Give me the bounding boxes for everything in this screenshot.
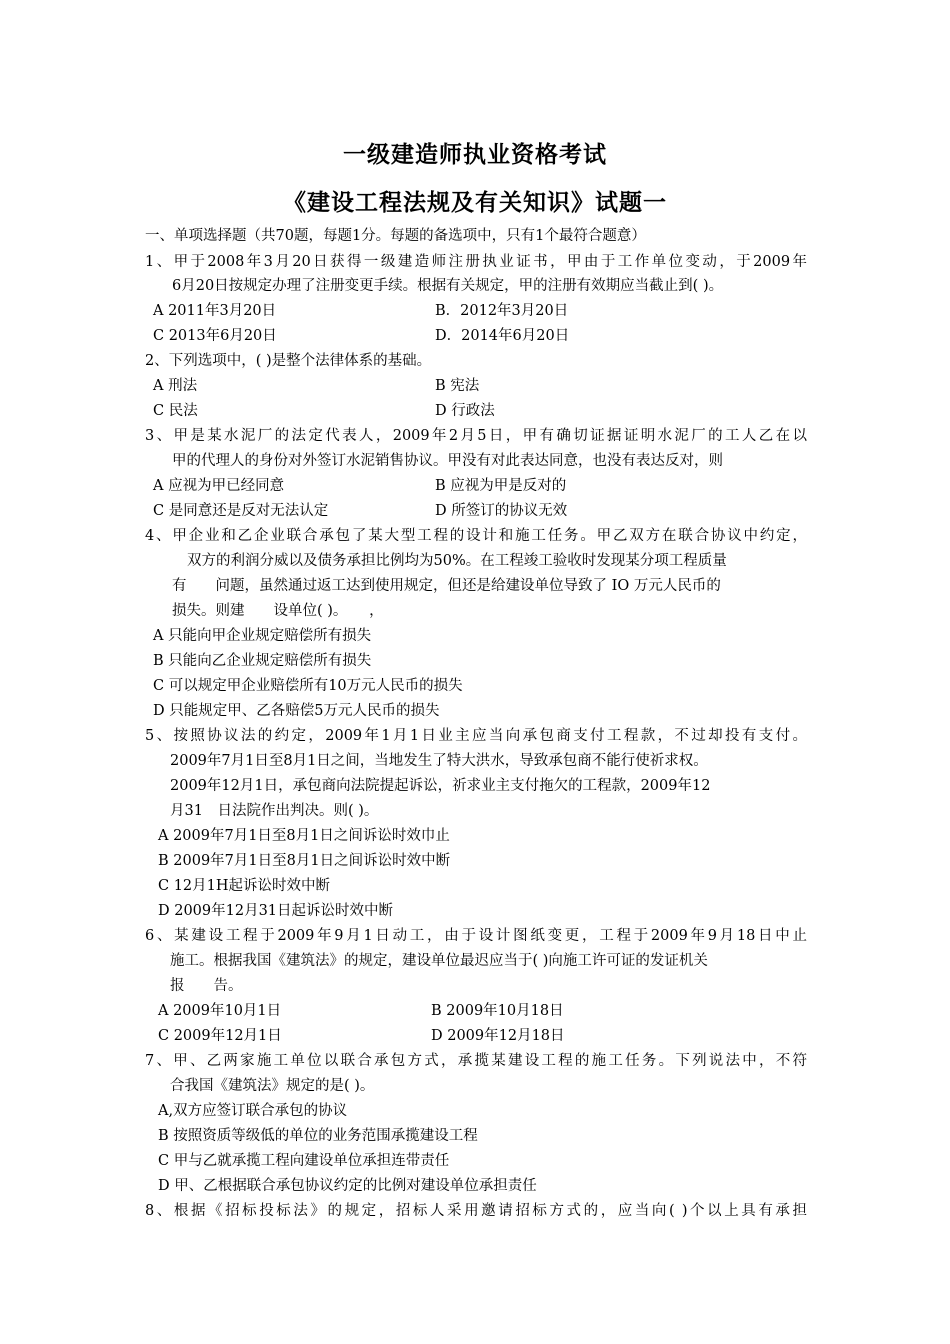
question-2-option-b: B 宪法: [435, 378, 480, 394]
section-heading: 一、单项选择题（共70题，每题1分。每题的备选项中，只有1个最符合题意）: [145, 228, 646, 244]
question-4-line-4: 损失。则建 设单位( )。 ，: [172, 603, 384, 619]
question-2-option-c: C 民法: [153, 403, 198, 419]
question-3-option-c: C 是同意还是反对无法认定: [153, 503, 329, 519]
question-4-option-a: A 只能向甲企业规定赔偿所有损失: [153, 628, 372, 644]
question-4-line-1: 4、甲企业和乙企业联合承包了某大型工程的设计和施工任务。甲乙双方在联合协议中约定，: [145, 528, 807, 544]
question-7-option-c: C 甲与乙就承揽工程向建设单位承担连带责任: [158, 1153, 450, 1169]
question-5-option-a: A 2009年7月1日至8月1日之间诉讼时效巾止: [158, 828, 450, 844]
question-1-option-c: C 2013年6月20日: [153, 328, 277, 344]
question-3-option-d: D 所签订的协议无效: [435, 503, 568, 519]
question-6-line-2: 施工。根据我国《建筑法》的规定，建设单位最迟应当于( )向施工许可证的发证机关: [170, 953, 708, 969]
question-6-line-3: 报 告。: [170, 978, 243, 994]
question-4-line-2: 双方的利润分威以及债务承担比例均为50%。在工程竣工验收时发现某分项工程质量: [187, 553, 727, 569]
question-2-option-a: A 刑法: [153, 378, 198, 394]
question-2-line-1: 2、下列选项中，( )是整个法律体系的基础。: [145, 353, 432, 369]
question-6-option-a: A 2009年10月1日: [158, 1003, 282, 1019]
question-4-option-b: B 只能向乙企业规定赔偿所有损失: [153, 653, 372, 669]
document-subtitle: 《建设工程法规及有关知识》试题一: [283, 190, 667, 216]
question-3-line-1: 3、甲是某水泥厂的法定代表人，2009年2月5日，甲有确切证据证明水泥厂的工人乙在以: [145, 428, 807, 444]
question-4-option-d: D 只能规定甲、乙各赔偿5万元人民币的损失: [153, 703, 440, 719]
question-5-line-3: 2009年12月1日，承包商向法院提起诉讼，祈求业主支付拖欠的工程款，2009年12: [170, 778, 711, 794]
question-1-line-2: 6月20日按规定办理了注册变更手续。根据有关规定，甲的注册有效期应当截止到( )。: [172, 278, 724, 294]
question-1-line-1: 1、甲于2008年3月20日获得一级建造师注册执业证书，甲由于工作单位变动，于2009年: [145, 254, 807, 270]
question-7-option-a: A,双方应签订联合承包的协议: [158, 1103, 348, 1119]
question-5-option-d: D 2009年12月31日起诉讼时效中断: [158, 903, 394, 919]
question-5-option-b: B 2009年7月1日至8月1日之间诉讼时效中断: [158, 853, 451, 869]
document-title: 一级建造师执业资格考试: [343, 142, 607, 168]
question-3-option-a: A 应视为甲已经同意: [153, 478, 285, 494]
question-1-option-a: A 2011年3月20日: [153, 303, 277, 319]
question-5-line-2: 2009年7月1日至8月1日之间，当地发生了特大洪水，导致承包商不能行使祈求权。: [170, 753, 708, 769]
question-7-line-1: 7、甲、乙两家施工单位以联合承包方式，承揽某建设工程的施工任务。下列说法中，不符: [145, 1053, 807, 1069]
question-6-option-c: C 2009年12月1日: [158, 1028, 282, 1044]
question-5-line-4: 月31 日法院作出判决。则( )。: [170, 803, 379, 819]
question-3-option-b: B 应视为甲是反对的: [435, 478, 567, 494]
question-7-option-b: B 按照资质等级低的单位的业务范围承揽建设工程: [158, 1128, 478, 1144]
question-6-option-b: B 2009年10月18日: [431, 1003, 564, 1019]
question-1-option-b: B．2012年3月20日: [435, 303, 569, 319]
question-3-line-2: 甲的代理人的身份对外签订水泥销售协议。甲没有对此表达同意，也没有表达反对，则: [172, 453, 723, 469]
question-4-option-c: C 可以规定甲企业赔偿所有10万元人民币的损失: [153, 678, 463, 694]
question-1-option-d: D．2014年6月20日: [435, 328, 570, 344]
question-6-option-d: D 2009年12月18日: [431, 1028, 565, 1044]
question-4-line-3: 有 问题，虽然通过返工达到使用规定，但还是给建设单位导致了 IO 万元人民币的: [172, 578, 721, 594]
question-5-line-1: 5、按照协议法的约定，2009年1月1日业主应当向承包商支付工程款，不过却投有支付。: [145, 728, 807, 744]
question-8-line-1: 8、根据《招标投标法》的规定，招标人采用邀请招标方式的，应当向( )个以上具有承担: [145, 1203, 807, 1219]
question-7-option-d: D 甲、乙根据联合承包协议约定的比例对建设单位承担责任: [158, 1178, 537, 1194]
question-2-option-d: D 行政法: [435, 403, 495, 419]
question-7-line-2: 合我国《建筑法》规定的是( )。: [170, 1078, 375, 1094]
question-5-option-c: C 12月1H起诉讼时效中断: [158, 878, 331, 894]
question-6-line-1: 6、某建设工程于2009年9月1日动工，由于设计图纸变更，工程于2009年9月18日中止: [145, 928, 807, 944]
